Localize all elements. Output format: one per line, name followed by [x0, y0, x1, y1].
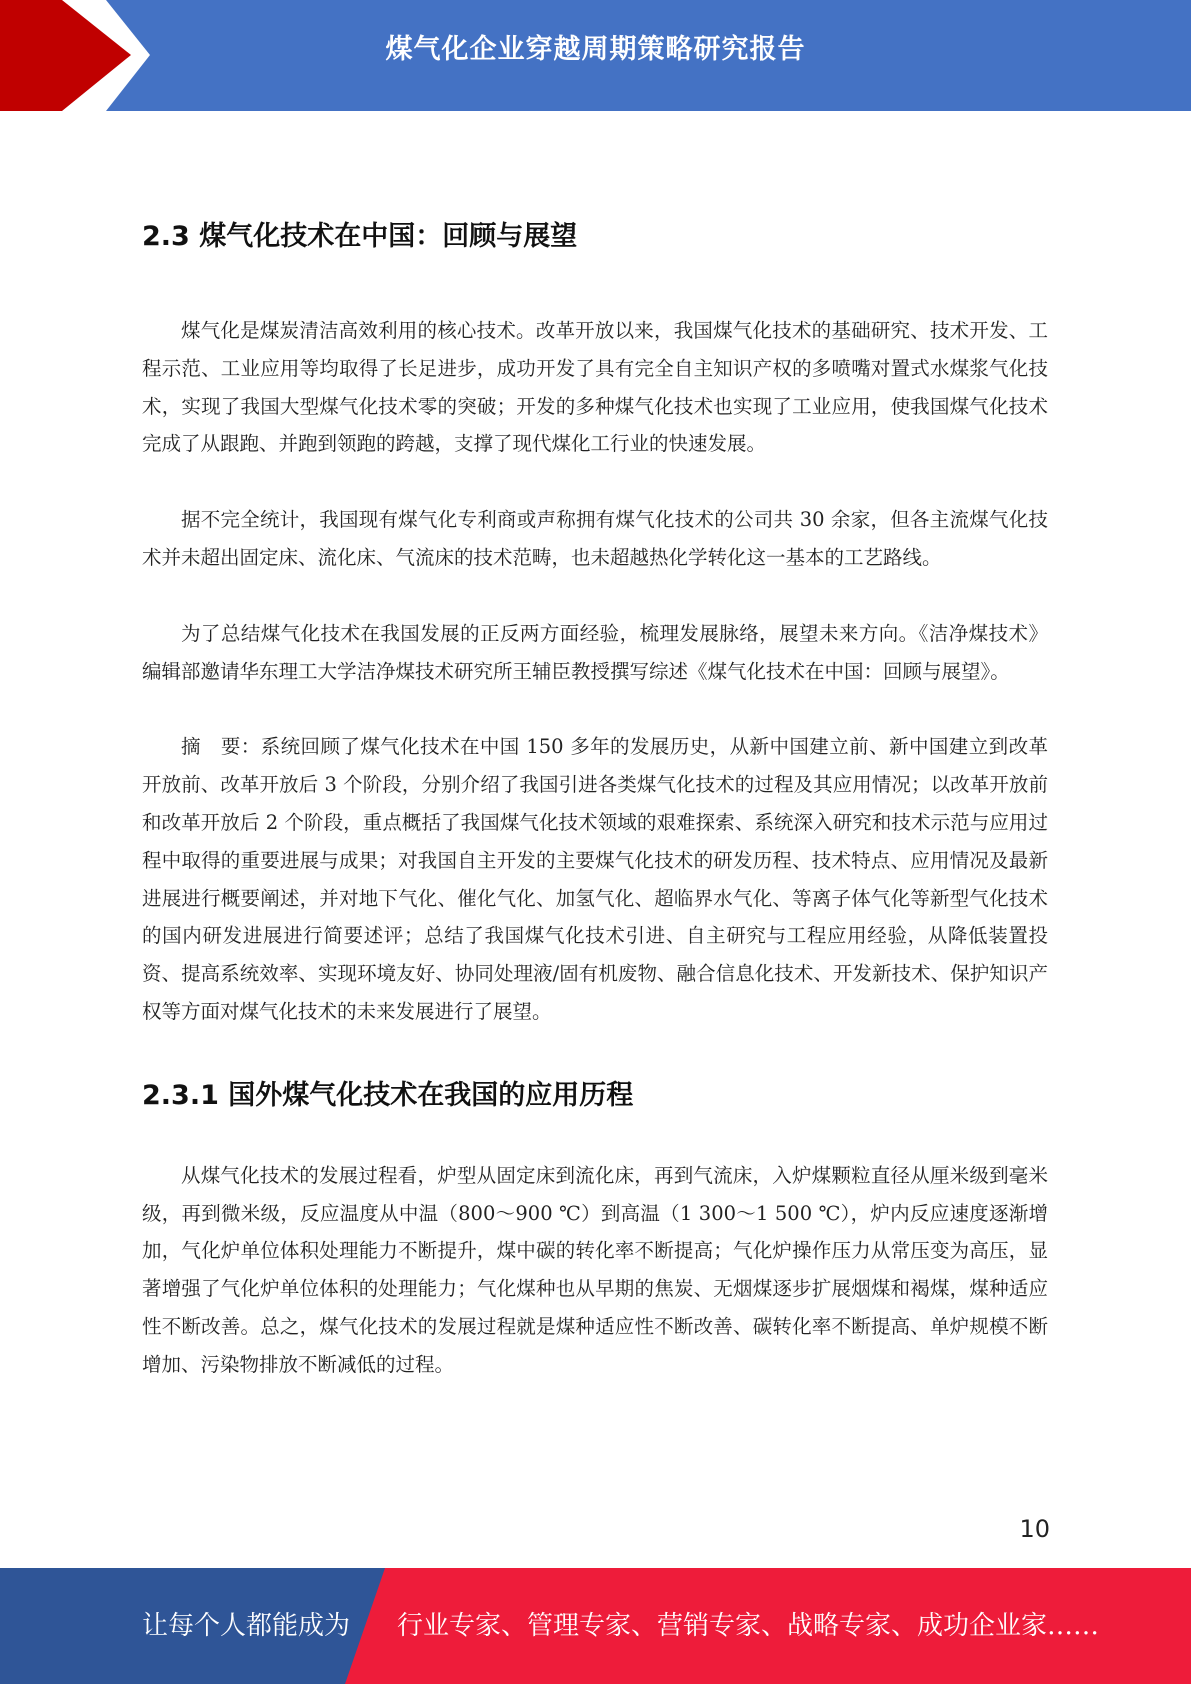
paragraph: 煤气化是煤炭清洁高效利用的核心技术。改革开放以来，我国煤气化技术的基础研究、技术开发、工程示范、工业应用等均取得了长足进步，成功开发了具有完全自主知识产权的多喷嘴对置式水煤浆气化技术，实现了我国大型煤气化技术零的突破；开发的多种煤气化技术也实现了工业应用，使我国煤气化技术完成了从跟跑、并跑到领跑的跨越，支撑了现代煤化工行业的快速发展。: [142, 319, 1048, 456]
footer-slogan-left: 让每个人都能成为: [142, 1611, 351, 1641]
footer-slogan-right: 行业专家、管理专家、营销专家、战略专家、成功企业家……: [397, 1611, 1100, 1641]
page-header: [0, 0, 1191, 111]
page-number: 10: [1019, 1515, 1050, 1543]
main-content: [142, 210, 1048, 1422]
page-footer: [0, 1568, 1191, 1684]
section-heading: 2.3 煤气化技术在中国：回顾与展望: [142, 221, 578, 252]
paragraph: 为了总结煤气化技术在我国发展的正反两方面经验，梳理发展脉络，展望未来方向。《洁净煤技术》编辑部邀请华东理工大学洁净煤技术研究所王辅臣教授撰写综述《煤气化技术在中国：回顾与展望》。: [142, 621, 1048, 683]
abstract-paragraph: 摘 要：系统回顾了煤气化技术在中国 150 多年的发展历史，从新中国建立前、新中国建立到改革开放前、改革开放后 3 个阶段，分别介绍了我国引进各类煤气化技术的过程及其应用情况；以改革开放前和改革开放后 2 个阶段，重点概括了我国煤气化技术领域的艰难探索、系统深入研究和技术示范与应用过程中取得的重要进展与成果；对我国自主开发的主要煤气化技术的研发历程、技术特点、应用情况及最新进展进行概要阐述，并对地下气化、催化气化、加氢气化、超临界水气化、等离子体气化等新型气化技术的国内研发进展进行简要述评；总结了我国煤气化技术引进、自主研究与工程应用经验，从降低装置投资、提高系统效率、实现环境友好、协同处理液/固有机废物、融合信息化技术、开发新技术、保护知识产权等方面对煤气化技术的未来发展进行了展望。: [142, 735, 1048, 1023]
paragraph: 从煤气化技术的发展过程看，炉型从固定床到流化床，再到气流床，入炉煤颗粒直径从厘米级到毫米级，再到微米级，反应温度从中温（800～900 ℃）到高温（1 300～1 500 ℃），炉内反应速度逐渐增加，气化炉单位体积处理能力不断提升，煤中碳的转化率不断提高；气化炉操作压力从常压变为高压，显著增强了气化炉单位体积的处理能力；气化煤种也从早期的焦炭、无烟煤逐步扩展烟煤和褐煤，煤种适应性不断改善。总之，煤气化技术的发展过程就是煤种适应性不断改善、碳转化率不断提高、单炉规模不断增加、污染物排放不断减低的过程。: [142, 1163, 1048, 1376]
paragraph: 据不完全统计，我国现有煤气化专利商或声称拥有煤气化技术的公司共 30 余家，但各主流煤气化技术并未超出固定床、流化床、气流床的技术范畴，也未超越热化学转化这一基本的工艺路线。: [142, 508, 1048, 569]
subsection-heading: 2.3.1 国外煤气化技术在我国的应用历程: [142, 1079, 634, 1111]
report-title: 煤气化企业穿越周期策略研究报告: [385, 34, 806, 65]
